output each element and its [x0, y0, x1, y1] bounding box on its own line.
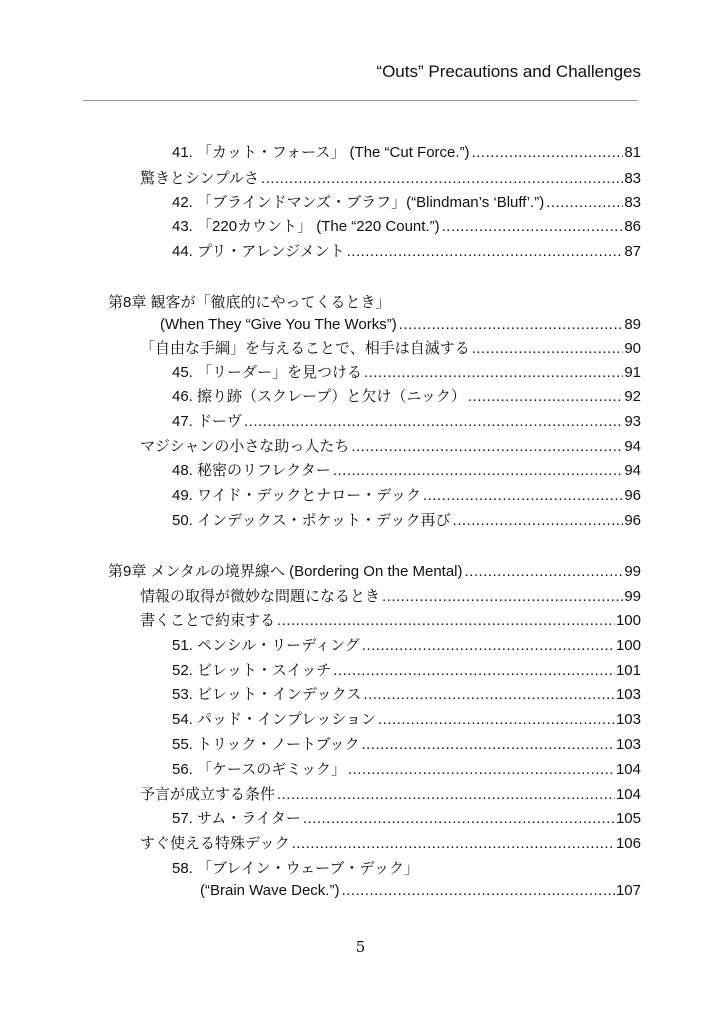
leader-dots: [546, 192, 623, 214]
leader-dots: [333, 660, 615, 682]
leader-dots: [472, 142, 624, 164]
toc-entry-title: すぐ使える特殊デック: [140, 835, 290, 852]
toc-entry-page: 104: [615, 786, 641, 803]
toc-entry-page: 87: [624, 243, 641, 260]
toc-entry-title: 46. 擦り跡（スクレープ）と欠け（ニック）: [172, 388, 466, 405]
toc-entry: [172, 684, 641, 706]
toc-entry-page: 100: [615, 637, 641, 654]
toc-entry-title: 57. サム・ライター: [172, 810, 301, 827]
toc-entry-page: 101: [615, 662, 641, 679]
toc-entry: [172, 241, 641, 263]
leader-dots: [348, 759, 615, 781]
toc-entry-page: 107: [615, 882, 641, 899]
leader-dots: [465, 561, 624, 583]
toc-entry: [172, 510, 641, 532]
toc-section: [140, 610, 641, 632]
toc-section: [140, 338, 641, 360]
toc-entry-title: 驚きとシンプルさ: [140, 170, 260, 187]
leader-dots: [261, 168, 623, 190]
toc-entry: [172, 759, 641, 781]
toc-entry-page: 103: [615, 736, 641, 753]
leader-dots: [364, 362, 623, 384]
toc-entry-page: 92: [624, 388, 641, 405]
toc-entry-page: 89: [624, 316, 641, 333]
toc-entry-page: 86: [624, 218, 641, 235]
toc-entry-page: 81: [624, 144, 641, 161]
toc-entry-title: 50. インデックス・ポケット・デック再び: [172, 512, 451, 529]
toc-entry-page: 91: [624, 364, 641, 381]
leader-dots: [347, 241, 624, 263]
toc-entry-page: 103: [615, 711, 641, 728]
toc-entry-title: 48. 秘密のリフレクター: [172, 462, 331, 479]
toc-entry: [172, 411, 641, 433]
leader-dots: [382, 586, 623, 608]
toc-entry-title: 47. ドーヴ: [172, 413, 243, 430]
leader-dots: [453, 510, 624, 532]
toc-section: [140, 168, 641, 190]
leader-dots: [363, 684, 615, 706]
toc-section: [140, 586, 641, 608]
leader-dots: [378, 709, 615, 731]
leader-dots: [303, 808, 615, 830]
toc-entry-page: 99: [624, 563, 641, 580]
toc-entry-title: (“Brain Wave Deck.”): [200, 882, 340, 899]
toc-entry-page: 93: [624, 413, 641, 430]
toc-entry-title: 53. ビレット・インデックス: [172, 686, 362, 703]
toc-entry-page: 83: [624, 194, 641, 211]
chapter-8-heading: 第8章 観客が「徹底的にやってくるとき」: [108, 294, 391, 311]
leader-dots: [442, 216, 624, 238]
toc-entry-page: 94: [624, 462, 641, 479]
leader-dots: [361, 734, 614, 756]
header-rule: [83, 100, 638, 101]
toc-entry-page: 90: [624, 340, 641, 357]
page-number: 5: [355, 938, 366, 956]
toc-entry: [172, 734, 641, 756]
toc-entry-title: 情報の取得が微妙な問題になるとき: [140, 588, 381, 605]
toc-entry-page: 99: [624, 588, 641, 605]
leader-dots: [277, 784, 615, 806]
toc-entry: [172, 460, 641, 482]
toc-entry-title: 45. 「リーダー」を見つける: [172, 364, 363, 381]
toc-entry-page: 105: [615, 810, 641, 827]
toc-entry: [172, 635, 641, 657]
toc-entry-title: 43. 「220カウント」 (The “220 Count.”): [172, 218, 440, 235]
toc-entry: [172, 362, 641, 384]
toc-entry: [172, 216, 641, 238]
toc-entry: [172, 709, 641, 731]
toc-entry-title: 56. 「ケースのギミック」: [172, 761, 346, 778]
toc-entry: [172, 485, 641, 507]
toc-entry-title: 「自由な手綱」を与えることで、相手は自滅する: [140, 340, 470, 357]
toc-entry-title: 第9章 メンタルの境界線へ (Bordering On the Mental): [108, 563, 463, 580]
toc-entry: [172, 660, 641, 682]
toc-entry-title: 42. 「ブラインドマンズ・ブラフ」(“Blindman’s ‘Bluff’.”): [172, 194, 545, 211]
toc-entry-page: 100: [615, 612, 641, 629]
toc-entry-58-subtitle: [200, 880, 641, 902]
leader-dots: [351, 436, 623, 458]
leader-dots: [423, 485, 623, 507]
leader-dots: [292, 833, 615, 855]
leader-dots: [244, 411, 623, 433]
leader-dots: [277, 610, 615, 632]
toc-entry-page: 94: [624, 438, 641, 455]
toc-entry-page: 96: [624, 512, 641, 529]
toc-section: [140, 436, 641, 458]
toc-entry-page: 104: [615, 761, 641, 778]
toc-entry-title: 書くことで約束する: [140, 612, 276, 629]
toc-entry-page: 96: [624, 487, 641, 504]
toc-entry: [172, 192, 641, 214]
toc-entry-page: 103: [615, 686, 641, 703]
toc-entry: [172, 142, 641, 164]
toc-section: [140, 784, 641, 806]
toc-entry: [172, 386, 641, 408]
leader-dots: [468, 386, 623, 408]
toc-entry-title: マジシャンの小さな助っ人たち: [140, 438, 350, 455]
toc-entry-title: 49. ワイド・デックとナロー・デック: [172, 487, 421, 504]
leader-dots: [399, 314, 624, 336]
toc-entry-58-title: 58. 「ブレイン・ウェーブ・デック」: [172, 860, 420, 877]
toc-entry-page: 83: [624, 170, 641, 187]
toc-entry-title: 41. 「カット・フォース」 (The “Cut Force.”): [172, 144, 470, 161]
toc-section: [140, 833, 641, 855]
leader-dots: [341, 880, 615, 902]
toc-entry-title: 予言が成立する条件: [140, 786, 276, 803]
toc-entry-title: 54. パッド・インプレッション: [172, 711, 376, 728]
leader-dots: [362, 635, 615, 657]
leader-dots: [333, 460, 623, 482]
toc-entry-title: 55. トリック・ノートブック: [172, 736, 360, 753]
toc-entry: [172, 808, 641, 830]
toc-entry-title: 52. ビレット・スイッチ: [172, 662, 332, 679]
toc-entry-title: 51. ペンシル・リーディング: [172, 637, 360, 654]
toc-entry-page: 106: [615, 835, 641, 852]
leader-dots: [472, 338, 624, 360]
toc-entry-title: (When They “Give You The Works”): [160, 316, 397, 333]
chapter-8-subtitle: [160, 314, 641, 336]
chapter-9-heading: [108, 561, 641, 583]
running-head: “Outs” Precautions and Challenges: [376, 62, 641, 81]
toc-entry-title: 44. プリ・アレンジメント: [172, 243, 345, 260]
